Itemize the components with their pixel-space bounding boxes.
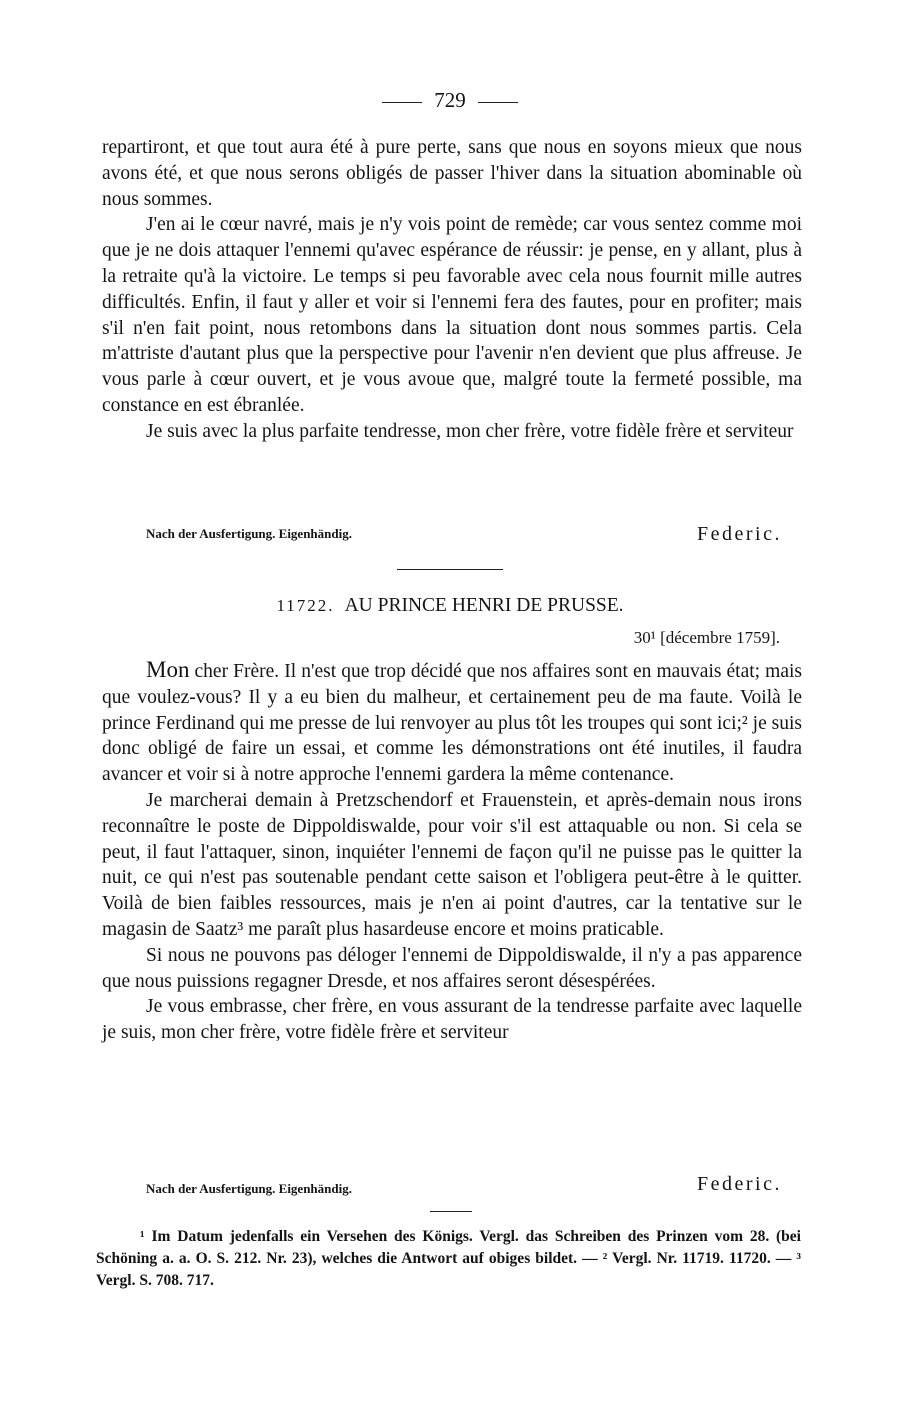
letter-heading bbox=[0, 595, 900, 617]
footnotes bbox=[96, 1226, 801, 1292]
signature: Federic. bbox=[697, 523, 782, 545]
header-rule-right bbox=[478, 102, 518, 103]
continuation-text bbox=[102, 135, 802, 445]
section-divider bbox=[397, 569, 503, 570]
letter-title: AU PRINCE HENRI DE PRUSSE. bbox=[344, 595, 624, 616]
signature: Federic. bbox=[697, 1173, 782, 1195]
footnote-divider bbox=[430, 1211, 472, 1212]
paragraph: repartiront, et que tout aura été à pure perte, sans que nous en soyons mieux que nous avons été, et que nous serons obligés de passer l'hiver dans la situation abominable où nous sommes. bbox=[102, 137, 802, 210]
header-rule-left bbox=[382, 102, 422, 103]
source-note: Nach der Ausfertigung. Eigenhändig. bbox=[146, 526, 352, 541]
letter-body bbox=[102, 657, 802, 1046]
letter-date: 30¹ [décembre 1759]. bbox=[633, 628, 780, 647]
paragraph: Je suis avec la plus parfaite tendresse, mon cher frère, votre fidèle frère et serviteur bbox=[146, 420, 794, 442]
source-note: Nach der Ausfertigung. Eigenhändig. bbox=[146, 1181, 352, 1196]
opening-word: Mon bbox=[146, 657, 190, 682]
paragraph: Je marcherai demain à Pretzschendorf et Frauenstein, et après-demain nous irons reconnaître le poste de Dippoldiswalde, pour voir s'il est attaquable ou non. Si cela se peut, il faut l'attaquer, sinon, inquiéter l'ennemi de façon qu'il ne puisse pas le quitter la nuit, ce qui n'est pas soutenable pendant cette saison et l'obligera peut-être à le quitter. Voilà de bien faibles ressources, mais je n'en ai point d'autres, car la tentative sur le magasin de Saatz³ me paraît plus hasardeuse encore et moins praticable. bbox=[102, 789, 802, 940]
paragraph-text: cher Frère. Il n'est que trop décidé que nos affaires sont en mauvais état; mais que voulez-vous? Il y a eu bien du malheur, et certainement peu de ma faute. Voilà le prince Ferdinand qui me presse de lui renvoyer au plus tôt les troupes qui sont ici;² je suis donc obligé de faire un essai, et comme les démonstrations ont été inutiles, il faudra avancer et voir si à notre approche l'ennemi gardera la même contenance. bbox=[102, 661, 802, 786]
paragraph: Si nous ne pouvons pas déloger l'ennemi de Dippoldiswalde, il n'y a pas apparence que nous puissions regagner Dresde, et nos affaires seront désespérées. bbox=[102, 944, 802, 992]
page-number: 729 bbox=[434, 88, 466, 112]
paragraph: Je vous embrasse, cher frère, en vous assurant de la tendresse parfaite avec laquelle je suis, mon cher frère, votre fidèle frère et serviteur bbox=[102, 996, 802, 1044]
paragraph: J'en ai le cœur navré, mais je n'y vois point de remède; car vous sentez comme moi que je ne dois attaquer l'ennemi qu'avec espérance de réussir: je pense, en y allant, plus à la retraite qu'à la victoire. Le temps si peu favorable avec cela nous fournit mille autres difficultés. Enfin, il faut y aller et voir si l'ennemi fera des fautes, pour en profiter; mais s'il n'en fait point, nous retombons dans la situation dont nous sommes partis. Cela m'attriste d'autant plus que la perspective pour l'avenir n'en devient que plus affreuse. Je vous parle à cœur ouvert, et je vous avoue que, malgré toute la fermeté possible, ma constance en est ébranlée. bbox=[102, 214, 802, 416]
letter-number: 11722. bbox=[276, 596, 335, 615]
paragraph bbox=[102, 657, 802, 788]
footnote: ¹ Im Datum jedenfalls ein Versehen des Königs. Vergl. das Schreiben des Prinzen vom 28. (bei Schöning a. a. O. S. 212. Nr. 23), welches die Antwort auf obiges bildet. — ² Vergl. Nr. 11719. 11720. — ³ Vergl. S. 708. 717. bbox=[96, 1228, 801, 1289]
page-header bbox=[0, 88, 900, 113]
